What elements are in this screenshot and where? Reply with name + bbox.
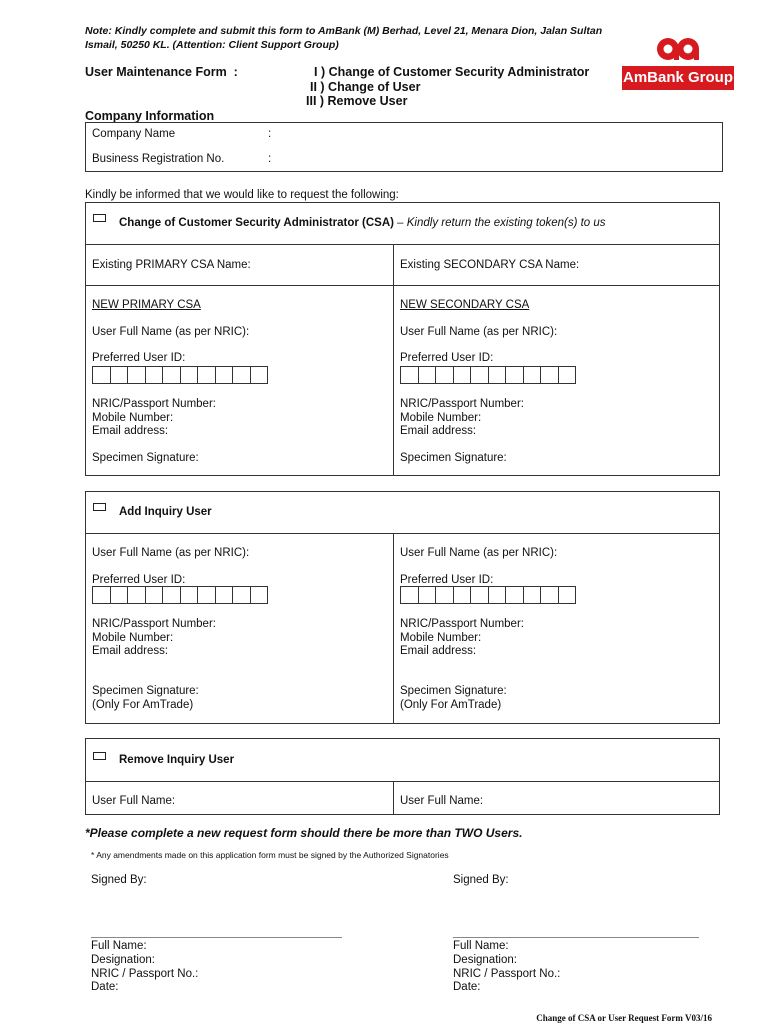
secondary-contact-labels: [400, 398, 524, 439]
inquiry2-user-id-label: Preferred User ID:: [400, 574, 494, 586]
csa-title: [119, 217, 606, 229]
inquiry2-email-label: Email address:: [400, 645, 477, 657]
signature-line-1[interactable]: [91, 937, 342, 938]
company-info-box: [85, 122, 723, 172]
secondary-user-id-label: Preferred User ID:: [400, 352, 494, 364]
signatory-1-date: Date:: [91, 981, 119, 994]
column-divider: [393, 781, 394, 814]
primary-signature-label: Specimen Signature:: [92, 452, 199, 464]
company-name-field[interactable]: [281, 125, 711, 145]
column-divider: [393, 533, 394, 723]
remove2-full-name-label: User Full Name:: [400, 795, 484, 807]
signed-by-label-2: Signed By:: [453, 874, 509, 886]
inquiry1-signature-note: (Only For AmTrade): [92, 698, 194, 711]
csa-subtitle: – Kindly return the existing token(s) to us: [393, 217, 606, 229]
csa-section: [85, 202, 720, 476]
inquiry2-signature-labels: [400, 685, 507, 712]
ambank-logo-icon: [656, 36, 700, 62]
inquiry2-contact-labels: [400, 618, 524, 659]
inquiry1-email-label: Email address:: [92, 645, 169, 657]
business-reg-label: Business Registration No.: [92, 153, 225, 165]
form-title: User Maintenance Form :: [85, 65, 238, 79]
csa-title-text: Change of Customer Security Administrator (CSA): [119, 217, 394, 229]
existing-primary-csa-label: Existing PRIMARY CSA Name:: [92, 259, 251, 271]
inquiry2-user-id-boxes[interactable]: [400, 586, 576, 604]
add-inquiry-checkbox[interactable]: [93, 503, 106, 511]
new-secondary-csa-heading: NEW SECONDARY CSA: [400, 299, 530, 311]
primary-email-label: Email address:: [92, 425, 169, 437]
signed-by-label-1: Signed By:: [91, 874, 147, 886]
option-remove-user: III ) Remove User: [306, 94, 408, 108]
csa-checkbox[interactable]: [93, 214, 106, 222]
primary-full-name-label: User Full Name (as per NRIC):: [92, 326, 250, 338]
new-primary-csa-heading: NEW PRIMARY CSA: [92, 299, 201, 311]
signatory-2-designation: Designation:: [453, 953, 517, 966]
column-divider: [393, 244, 394, 475]
company-name-colon: :: [268, 128, 272, 140]
inquiry1-nric-label: NRIC/Passport Number:: [92, 618, 216, 630]
request-intro: Kindly be informed that we would like to request the following:: [85, 189, 399, 201]
remove-inquiry-title: Remove Inquiry User: [119, 754, 235, 766]
secondary-mobile-label: Mobile Number:: [400, 411, 482, 424]
inquiry1-user-id-label: Preferred User ID:: [92, 574, 186, 586]
form-version-footer: Change of CSA or User Request Form V03/16: [536, 1013, 712, 1023]
inquiry2-full-name-label: User Full Name (as per NRIC):: [400, 547, 558, 559]
signatory-1-nric: NRIC / Passport No.:: [91, 967, 199, 980]
primary-contact-labels: [92, 398, 216, 439]
company-info-heading: Company Information: [85, 109, 215, 123]
divider: [86, 533, 719, 534]
signatory-1-details: [91, 940, 198, 995]
inquiry1-signature-labels: [92, 685, 199, 712]
form-options: [306, 65, 589, 109]
primary-user-id-label: Preferred User ID:: [92, 352, 186, 364]
add-inquiry-section: [85, 491, 720, 724]
secondary-full-name-label: User Full Name (as per NRIC):: [400, 326, 558, 338]
primary-user-id-boxes[interactable]: [92, 366, 268, 384]
secondary-email-label: Email address:: [400, 425, 477, 437]
company-name-label: Company Name: [92, 128, 176, 140]
inquiry2-signature-label: Specimen Signature:: [400, 685, 507, 697]
brand-name: AmBank Group: [622, 66, 734, 90]
inquiry2-signature-note: (Only For AmTrade): [400, 698, 502, 711]
signatory-2-full-name: Full Name:: [453, 940, 509, 952]
option-change-user: II ) Change of User: [310, 79, 421, 94]
option-change-csa: I ) Change of Customer Security Administrator: [314, 65, 590, 79]
inquiry1-full-name-label: User Full Name (as per NRIC):: [92, 547, 250, 559]
inquiry2-mobile-label: Mobile Number:: [400, 631, 482, 644]
divider: [86, 285, 719, 286]
secondary-user-id-boxes[interactable]: [400, 366, 576, 384]
signatory-2-details: [453, 940, 560, 995]
signatory-2-date: Date:: [453, 981, 481, 994]
divider: [86, 244, 719, 245]
divider: [86, 781, 719, 782]
inquiry1-user-id-boxes[interactable]: [92, 586, 268, 604]
amendment-note: * Any amendments made on this application form must be signed by the Authorized Signatories: [91, 850, 449, 860]
add-inquiry-title: Add Inquiry User: [119, 506, 212, 518]
primary-nric-label: NRIC/Passport Number:: [92, 398, 216, 410]
business-reg-field[interactable]: [281, 150, 711, 170]
inquiry1-mobile-label: Mobile Number:: [92, 631, 174, 644]
two-user-notice: *Please complete a new request form should there be more than TWO Users.: [85, 826, 523, 840]
remove1-full-name-label: User Full Name:: [92, 795, 176, 807]
existing-secondary-csa-label: Existing SECONDARY CSA Name:: [400, 259, 580, 271]
secondary-signature-label: Specimen Signature:: [400, 452, 507, 464]
signatory-2-nric: NRIC / Passport No.:: [453, 967, 561, 980]
inquiry2-nric-label: NRIC/Passport Number:: [400, 618, 524, 630]
remove-inquiry-section: [85, 738, 720, 815]
remove-inquiry-checkbox[interactable]: [93, 752, 106, 760]
submission-note: Note: Kindly complete and submit this form to AmBank (M) Berhad, Level 21, Menara Dion, Jalan Sultan Ismail, 50250 KL. (Attention: Client Support Group): [85, 25, 603, 51]
signatory-1-full-name: Full Name:: [91, 940, 147, 952]
brand-logo: [622, 36, 734, 92]
signatory-1-designation: Designation:: [91, 953, 155, 966]
signature-line-2[interactable]: [453, 937, 699, 938]
inquiry1-signature-label: Specimen Signature:: [92, 685, 199, 697]
secondary-nric-label: NRIC/Passport Number:: [400, 398, 524, 410]
inquiry1-contact-labels: [92, 618, 216, 659]
primary-mobile-label: Mobile Number:: [92, 411, 174, 424]
business-reg-colon: :: [268, 153, 272, 165]
